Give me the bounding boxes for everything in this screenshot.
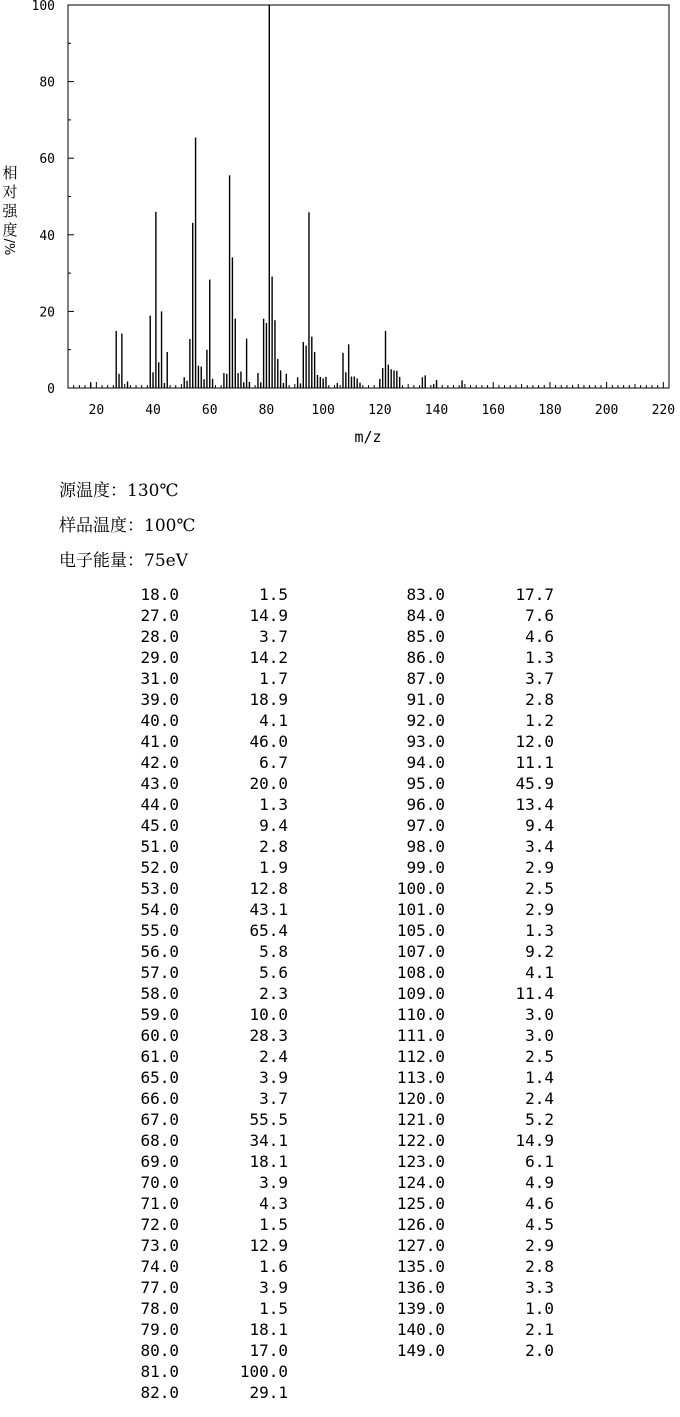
peak-mz: 105.0: [396, 921, 445, 940]
peak-mz: 60.0: [140, 1026, 179, 1045]
y-tick-label: 40: [39, 228, 55, 244]
peak-mz: 149.0: [396, 1341, 445, 1360]
peak-intensity: 14.2: [249, 648, 288, 667]
source-temperature: 源温度：130℃: [59, 481, 179, 501]
x-tick-label: 100: [311, 403, 335, 418]
peak-row: [386, 1130, 554, 1151]
peak-row: [386, 626, 554, 647]
peak-mz: 65.0: [140, 1068, 179, 1087]
peak-intensity: 2.4: [259, 1047, 288, 1066]
peak-mz: 56.0: [140, 942, 179, 961]
peak-intensity: 3.7: [525, 669, 554, 688]
peak-intensity: 1.4: [525, 1068, 554, 1087]
peak-mz: 84.0: [406, 606, 445, 625]
peak-row: [120, 899, 288, 920]
peak-mz: 53.0: [140, 879, 179, 898]
peak-row: [386, 1193, 554, 1214]
peak-mz: 97.0: [406, 816, 445, 835]
peak-mz: 91.0: [406, 690, 445, 709]
peak-intensity: 2.0: [525, 1341, 554, 1360]
peak-row: [120, 878, 288, 899]
peak-intensity: 1.5: [259, 1299, 288, 1318]
y-axis-label-char: 度: [2, 221, 18, 239]
peak-intensity: 100.0: [239, 1362, 288, 1381]
peak-intensity: 5.2: [525, 1110, 554, 1129]
peak-mz: 139.0: [396, 1299, 445, 1318]
peak-row: [120, 668, 288, 689]
peak-mz: 67.0: [140, 1110, 179, 1129]
x-tick-label: 160: [481, 403, 505, 418]
peak-row: [386, 752, 554, 773]
peak-row: [120, 626, 288, 647]
peak-row: [386, 920, 554, 941]
y-tick-label: 0: [47, 382, 55, 397]
peak-intensity: 1.2: [525, 711, 554, 730]
peak-row: [120, 920, 288, 941]
peak-mz: 121.0: [396, 1110, 445, 1129]
peak-intensity: 6.7: [259, 753, 288, 772]
peak-intensity: 2.8: [525, 1257, 554, 1276]
y-tick-label: 80: [39, 75, 55, 91]
peak-mz: 140.0: [396, 1320, 445, 1339]
peak-row: [386, 1004, 554, 1025]
peak-row: [120, 1277, 288, 1298]
peak-row: [386, 1046, 554, 1067]
y-tick-label: 60: [39, 152, 55, 168]
peak-row: [120, 1046, 288, 1067]
peak-intensity: 3.7: [259, 627, 288, 646]
peak-intensity: 18.1: [249, 1152, 288, 1171]
peak-intensity: 2.5: [525, 879, 554, 898]
peak-intensity: 14.9: [515, 1131, 554, 1150]
peak-row: [120, 1256, 288, 1277]
peak-mz: 122.0: [396, 1131, 445, 1150]
peak-row: [386, 1214, 554, 1235]
peak-intensity: 4.3: [259, 1194, 288, 1213]
peak-mz: 109.0: [396, 984, 445, 1003]
peak-mz: 81.0: [140, 1362, 179, 1381]
peak-intensity: 1.9: [259, 858, 288, 877]
peak-mz: 86.0: [406, 648, 445, 667]
peak-intensity: 10.0: [249, 1005, 288, 1024]
peak-mz: 80.0: [140, 1341, 179, 1360]
peak-mz: 42.0: [140, 753, 179, 772]
peak-row: [120, 1214, 288, 1235]
peak-mz: 85.0: [406, 627, 445, 646]
peak-row: [386, 1340, 554, 1361]
x-tick-label: 220: [651, 403, 676, 418]
x-tick-label: 20: [88, 403, 105, 418]
peak-row: [120, 689, 288, 710]
peak-row: [386, 647, 554, 668]
peak-intensity: 43.1: [249, 900, 288, 919]
peak-mz: 28.0: [140, 627, 179, 646]
y-axis-label-char: 对: [2, 183, 18, 201]
peak-intensity: 34.1: [249, 1131, 288, 1150]
peak-mz: 93.0: [406, 732, 445, 751]
peak-row: [120, 794, 288, 815]
peak-intensity: 3.0: [525, 1026, 554, 1045]
peak-row: [386, 1172, 554, 1193]
peak-intensity: 28.3: [249, 1026, 288, 1045]
peak-mz: 107.0: [396, 942, 445, 961]
peak-intensity: 4.1: [259, 711, 288, 730]
peak-mz: 126.0: [396, 1215, 445, 1234]
peak-mz: 120.0: [396, 1089, 445, 1108]
peak-intensity: 2.5: [525, 1047, 554, 1066]
peak-row: [386, 1067, 554, 1088]
peak-row: [120, 731, 288, 752]
peak-intensity: 3.9: [259, 1278, 288, 1297]
peak-mz: 52.0: [140, 858, 179, 877]
plot-border: [68, 5, 669, 388]
peak-mz: 71.0: [140, 1194, 179, 1213]
x-tick-label: 180: [538, 403, 562, 418]
peak-intensity: 5.6: [259, 963, 288, 982]
peak-row: [120, 1130, 288, 1151]
peak-intensity: 3.9: [259, 1173, 288, 1192]
peak-mz: 99.0: [406, 858, 445, 877]
y-tick-label: 20: [39, 305, 55, 321]
peak-row: [386, 1256, 554, 1277]
peak-mz: 54.0: [140, 900, 179, 919]
peak-row: [120, 1298, 288, 1319]
peak-intensity: 12.9: [249, 1236, 288, 1255]
peak-row: [120, 983, 288, 1004]
peak-row: [120, 647, 288, 668]
peak-intensity: 1.3: [525, 921, 554, 940]
peak-intensity: 9.4: [525, 816, 554, 835]
peak-row: [386, 1109, 554, 1130]
mass-spectrum-chart: [0, 0, 680, 460]
peak-mz: 123.0: [396, 1152, 445, 1171]
peak-row: [386, 689, 554, 710]
peak-mz: 39.0: [140, 690, 179, 709]
peak-intensity: 2.3: [259, 984, 288, 1003]
peak-mz: 110.0: [396, 1005, 445, 1024]
peak-mz: 73.0: [140, 1236, 179, 1255]
electron-energy: 电子能量：75eV: [59, 551, 188, 571]
peak-mz: 95.0: [406, 774, 445, 793]
peak-intensity: 65.4: [249, 921, 288, 940]
y-axis-label: [1, 164, 18, 255]
peak-row: [386, 899, 554, 920]
peak-row: [120, 941, 288, 962]
peak-row: [386, 794, 554, 815]
peak-mz: 87.0: [406, 669, 445, 688]
peak-intensity: 7.6: [525, 606, 554, 625]
peak-mz: 69.0: [140, 1152, 179, 1171]
peak-intensity: 14.9: [249, 606, 288, 625]
y-axis-label-char: 强: [2, 202, 18, 220]
peak-mz: 100.0: [396, 879, 445, 898]
peak-row: [120, 1067, 288, 1088]
peak-row: [386, 1298, 554, 1319]
peak-intensity: 3.4: [525, 837, 554, 856]
peak-mz: 66.0: [140, 1089, 179, 1108]
x-tick-label: 40: [145, 403, 161, 418]
peak-intensity: 55.5: [249, 1110, 288, 1129]
peak-row: [386, 605, 554, 626]
peak-intensity: 9.2: [525, 942, 554, 961]
peak-intensity: 4.6: [525, 627, 554, 646]
peak-intensity: 3.9: [259, 1068, 288, 1087]
peak-table-left: [120, 584, 288, 1403]
peak-mz: 96.0: [406, 795, 445, 814]
peak-row: [120, 1361, 288, 1382]
peak-row: [386, 962, 554, 983]
peak-intensity: 4.6: [525, 1194, 554, 1213]
peak-row: [120, 962, 288, 983]
peak-intensity: 1.3: [525, 648, 554, 667]
peak-intensity: 11.1: [515, 753, 554, 772]
peak-row: [386, 773, 554, 794]
peak-intensity: 2.1: [525, 1320, 554, 1339]
peak-intensity: 6.1: [525, 1152, 554, 1171]
peak-intensity: 2.9: [525, 858, 554, 877]
peak-mz: 74.0: [140, 1257, 179, 1276]
peak-row: [120, 1340, 288, 1361]
peak-row: [386, 1025, 554, 1046]
peak-intensity: 2.8: [525, 690, 554, 709]
peak-row: [386, 983, 554, 1004]
peak-table-right: [386, 584, 554, 1361]
peak-row: [120, 1319, 288, 1340]
y-axis-label-char: 相: [2, 164, 18, 182]
peak-row: [386, 710, 554, 731]
peak-row: [386, 878, 554, 899]
peak-row: [386, 1277, 554, 1298]
peak-mz: 79.0: [140, 1320, 179, 1339]
peak-intensity: 1.5: [259, 1215, 288, 1234]
peak-row: [386, 1088, 554, 1109]
peak-mz: 40.0: [140, 711, 179, 730]
tick-labels: [32, 0, 676, 418]
x-axis-label: m/z: [354, 428, 382, 446]
peak-mz: 78.0: [140, 1299, 179, 1318]
peak-mz: 125.0: [396, 1194, 445, 1213]
peak-row: [386, 857, 554, 878]
x-tick-label: 80: [258, 403, 275, 418]
peak-intensity: 17.7: [515, 585, 554, 604]
peak-intensity: 1.5: [259, 585, 288, 604]
peak-intensity: 1.3: [259, 795, 288, 814]
peak-row: [120, 836, 288, 857]
peak-mz: 136.0: [396, 1278, 445, 1297]
peak-row: [120, 1025, 288, 1046]
peak-intensity: 2.4: [525, 1089, 554, 1108]
peak-row: [386, 1319, 554, 1340]
peak-mz: 82.0: [140, 1383, 179, 1402]
peak-mz: 27.0: [140, 606, 179, 625]
peak-mz: 43.0: [140, 774, 179, 793]
peak-intensity: 1.6: [259, 1257, 288, 1276]
peak-row: [120, 1151, 288, 1172]
peak-mz: 31.0: [140, 669, 179, 688]
peak-row: [120, 752, 288, 773]
peak-intensity: 4.5: [525, 1215, 554, 1234]
peak-intensity: 12.0: [515, 732, 554, 751]
peak-mz: 98.0: [406, 837, 445, 856]
peak-mz: 18.0: [140, 585, 179, 604]
peak-row: [386, 836, 554, 857]
peak-row: [386, 1151, 554, 1172]
peak-intensity: 3.0: [525, 1005, 554, 1024]
peak-row: [386, 941, 554, 962]
peak-mz: 58.0: [140, 984, 179, 1003]
peak-intensity: 46.0: [249, 732, 288, 751]
peak-mz: 108.0: [396, 963, 445, 982]
axis-ticks: [68, 5, 669, 388]
peak-row: [120, 1004, 288, 1025]
peak-mz: 68.0: [140, 1131, 179, 1150]
peak-mz: 135.0: [396, 1257, 445, 1276]
peak-mz: 92.0: [406, 711, 445, 730]
peak-intensity: 18.9: [249, 690, 288, 709]
peak-mz: 113.0: [396, 1068, 445, 1087]
peak-intensity: 3.7: [259, 1089, 288, 1108]
peak-mz: 55.0: [140, 921, 179, 940]
peak-row: [386, 668, 554, 689]
y-axis-label-unit: /%: [1, 238, 16, 256]
peak-intensity: 12.8: [249, 879, 288, 898]
peak-row: [120, 1088, 288, 1109]
peak-row: [120, 773, 288, 794]
peak-intensity: 3.3: [525, 1278, 554, 1297]
peak-intensity: 29.1: [249, 1383, 288, 1402]
peak-intensity: 1.0: [525, 1299, 554, 1318]
peak-row: [120, 605, 288, 626]
peak-row: [120, 1193, 288, 1214]
spectrum-bars: [91, 5, 462, 388]
x-tick-label: 120: [368, 403, 392, 418]
plot-frame: [68, 5, 669, 388]
y-tick-label: 100: [31, 0, 55, 14]
peak-row: [386, 731, 554, 752]
peak-row: [120, 1172, 288, 1193]
x-tick-label: 140: [424, 403, 449, 418]
peak-mz: 111.0: [396, 1026, 445, 1045]
peak-row: [120, 1109, 288, 1130]
peak-intensity: 4.1: [525, 963, 554, 982]
peak-mz: 61.0: [140, 1047, 179, 1066]
peak-row: [386, 1235, 554, 1256]
peak-mz: 59.0: [140, 1005, 179, 1024]
peak-mz: 57.0: [140, 963, 179, 982]
peak-mz: 51.0: [140, 837, 179, 856]
peak-mz: 44.0: [140, 795, 179, 814]
peak-intensity: 17.0: [249, 1341, 288, 1360]
peak-intensity: 45.9: [515, 774, 554, 793]
peak-row: [120, 1382, 288, 1403]
peak-intensity: 4.9: [525, 1173, 554, 1192]
peak-row: [386, 815, 554, 836]
peak-row: [120, 1235, 288, 1256]
peak-row: [120, 584, 288, 605]
peak-row: [120, 815, 288, 836]
peak-mz: 94.0: [406, 753, 445, 772]
peak-mz: 77.0: [140, 1278, 179, 1297]
peak-intensity: 5.8: [259, 942, 288, 961]
sample-temperature: 样品温度：100℃: [59, 516, 196, 536]
peak-intensity: 13.4: [515, 795, 554, 814]
peak-intensity: 20.0: [249, 774, 288, 793]
peak-mz: 101.0: [396, 900, 445, 919]
peak-intensity: 11.4: [515, 984, 554, 1003]
peak-mz: 124.0: [396, 1173, 445, 1192]
peak-mz: 45.0: [140, 816, 179, 835]
peak-row: [120, 857, 288, 878]
x-tick-label: 60: [201, 403, 218, 418]
peak-row: [386, 584, 554, 605]
peak-intensity: 1.7: [259, 669, 288, 688]
peak-intensity: 18.1: [249, 1320, 288, 1339]
peak-mz: 72.0: [140, 1215, 179, 1234]
peak-intensity: 2.8: [259, 837, 288, 856]
peak-row: [120, 710, 288, 731]
peak-mz: 112.0: [396, 1047, 445, 1066]
x-tick-label: 200: [594, 403, 619, 418]
peak-intensity: 2.9: [525, 1236, 554, 1255]
peak-mz: 127.0: [396, 1236, 445, 1255]
peak-intensity: 2.9: [525, 900, 554, 919]
peak-mz: 41.0: [140, 732, 179, 751]
peak-mz: 70.0: [140, 1173, 179, 1192]
peak-mz: 83.0: [406, 585, 445, 604]
peak-intensity: 9.4: [259, 816, 288, 835]
peak-mz: 29.0: [140, 648, 179, 667]
